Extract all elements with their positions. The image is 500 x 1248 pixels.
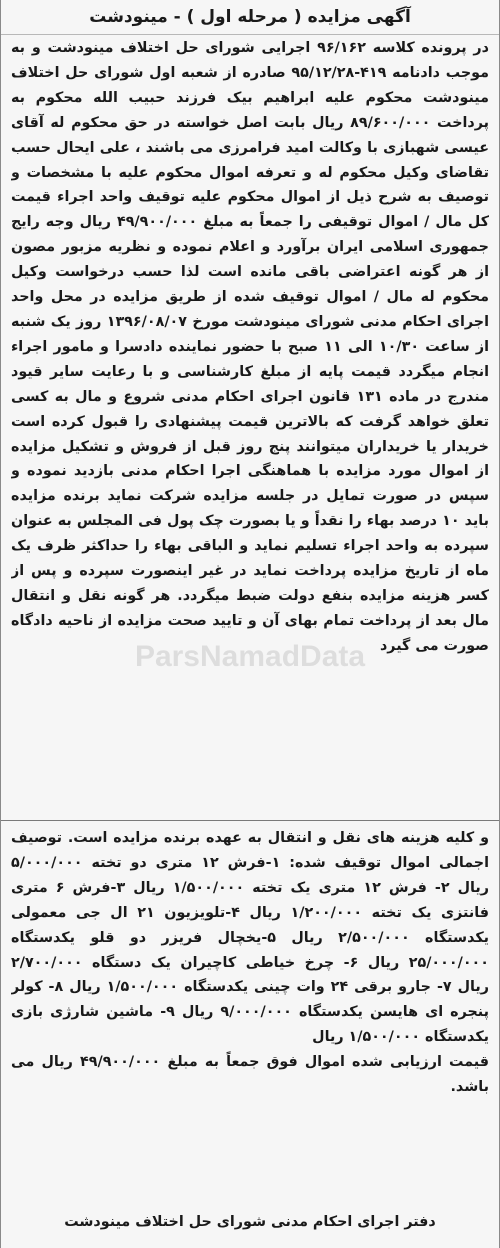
notice-body-items bbox=[11, 826, 489, 1196]
section-divider bbox=[1, 820, 499, 821]
notice-paragraph-main: در پرونده کلاسه ۹۶/۱۶۲ اجرایی شورای حل اختلاف مینودشت و به موجب دادنامه ۴۱۹-۹۵/۱۲/۲۸ صادره از شعبه اول شورای حل اختلاف مینودشت محکوم علیه ابراهیم بیک فرزند حبیب الله محکوم به پرداخت ۸۹/۶۰۰/۰۰۰ ریال بابت اصل خواسته در حق محکوم له آقای عیسی شهبازی با وکالت امید فرامرزی می باشند ، علی ایحال حسب تقاضای وکیل محکوم له و تعرفه اموال محکوم علیه با مشخصات و توصیف به شرح ذیل از اموال محکوم علیه توقیف واحد اجراء قیمت کل مال / اموال توقیفی را جمعاً به مبلغ ۴۹/۹۰۰/۰۰۰ ریال وجه رایج جمهوری اسلامی ایران برآورد و اعلام نموده و نظریه مزبور مصون از هر گونه اعتراضی باقی مانده است لذا حسب درخواست وکیل محکوم له مال / اموال توقیف شده از طریق مزایده در محل واحد اجرای احکام مدنی شورای مینودشت مورخ ۱۳۹۶/۰۸/۰۷ روز یک شنبه از ساعت ۱۰/۳۰ الی ۱۱ صبح با حضور نماینده دادسرا و مامور اجراء انجام میگردد قیمت پایه از مبلغ کارشناسی و با رعایت سایر قیود مندرج در ماده ۱۳۱ قانون اجرای احکام مدنی شروع و مال به کسی تعلق خواهد گرفت که بالاترین قیمت پیشنهادی را قبول کرده است خریدار یا خریداران میتوانند پنج روز قبل از فروش و تشکیل مزایده از اموال مورد مزایده با هماهنگی اجرا احکام مدنی بازدید نموده و سپس در صورت تمایل در جلسه مزایده شرکت نماید برنده مزایده باید ۱۰ درصد بهاء را نقداً و یا بصورت چک پول فی المجلس به عنوان سپرده به واحد اجراء تسلیم نماید و الباقی بهاء را حداکثر ظرف یک ماه از تاریخ مزایده پرداخت نماید در غیر اینصورت سپرده و پس از کسر هزینه مزایده بنفع دولت ضبط میگردد. هر گونه نقل و انتقال مال بعد از پرداخت تمام بهای آن و تایید صحت مزایده از ناحیه دادگاه صورت می گیرد bbox=[11, 40, 489, 654]
title-bar bbox=[1, 0, 499, 35]
notice-footer bbox=[11, 1202, 489, 1242]
notice-paragraph-total: قیمت ارزیابی شده اموال فوق جمعاً به مبلغ ۴۹/۹۰۰/۰۰۰ ریال می باشد. bbox=[11, 1054, 489, 1096]
watermark-logo: ParsNamadData bbox=[134, 640, 366, 673]
notice-body-main bbox=[11, 36, 489, 806]
issuing-office: دفتر اجرای احکام مدنی شورای حل اختلاف مینودشت bbox=[64, 1214, 436, 1230]
notice-title: آگهی مزایده ( مرحله اول ) - مینودشت bbox=[89, 7, 411, 27]
notice-paragraph-items: و کلیه هزینه های نقل و انتقال به عهده برنده مزایده است. توصیف اجمالی اموال توقیف شده: ۱-فرش ۱۲ متری دو تخته ۵/۰۰۰/۰۰۰ ریال ۲- فرش ۱۲ متری یک تخته ۱/۵۰۰/۰۰۰ ریال ۳-فرش ۶ متری فانتزی یک تخته ۱/۲۰۰/۰۰۰ ریال ۴-تلویزیون ۲۱ ال جی معمولی یکدستگاه ۲/۵۰۰/۰۰۰ ریال ۵-یخچال فریزر دو قلو یکدستگاه ۲۵/۰۰۰/۰۰۰ ریال ۶- چرخ خیاطی کاچیران یک دستگاه ۲/۷۰۰/۰۰۰ ریال ۷- جارو برقی ۲۴ وات چینی یکدستگاه ۱/۵۰۰/۰۰۰ ریال ۸- کولر پنجره ای هایسن یکدستگاه ۹/۰۰۰/۰۰۰ ریال ۹- ماشین شارژی بازی یکدستگاه ۱/۵۰۰/۰۰۰ ریال bbox=[11, 830, 489, 1046]
